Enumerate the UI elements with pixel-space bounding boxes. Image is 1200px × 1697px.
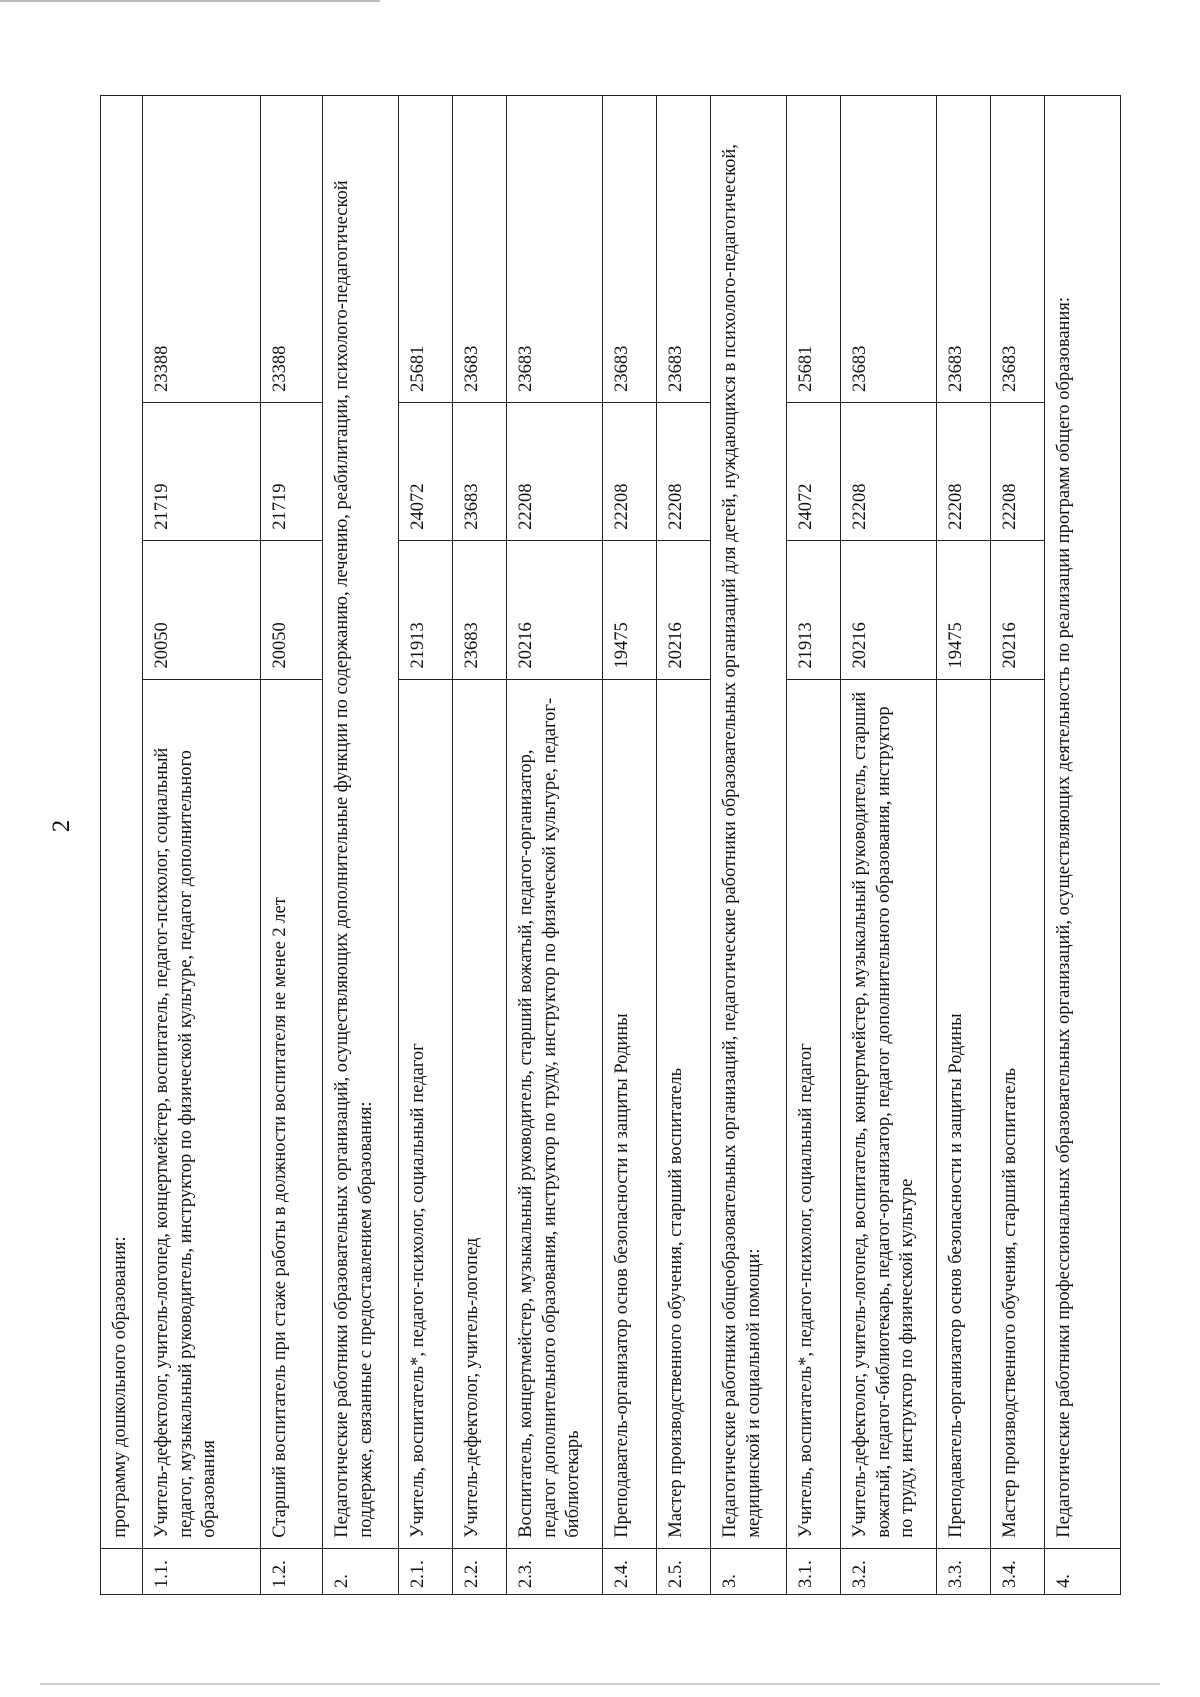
row-number-cell: 1.2. — [261, 1548, 323, 1594]
salary-cell-3: 23683 — [453, 96, 507, 403]
salary-cell-1: 20216 — [657, 540, 711, 679]
position-cell: Учитель, воспитатель*, педагог-психолог, социальный педагог — [399, 679, 453, 1548]
row-number-cell: 3.2. — [841, 1548, 937, 1594]
row-number-cell: 2.1. — [399, 1548, 453, 1594]
row-number-cell: 1.1. — [143, 1548, 261, 1594]
salary-cell-2: 24072 — [399, 402, 453, 540]
section-row — [323, 96, 399, 1595]
salary-cell-1: 20050 — [261, 540, 323, 679]
salary-cell-3: 25681 — [787, 96, 841, 403]
section-title-cell: Педагогические работники образовательных организаций, осуществляющих дополнительные функции по содержанию, лечению, реабилитации, психолого-педагогической поддержке, связанные с предоставлением образования: — [323, 96, 399, 1549]
row-number-cell: 2.3. — [507, 1548, 603, 1594]
salary-cell-2: 23683 — [453, 402, 507, 540]
scan-edge-top — [0, 0, 380, 2]
salary-cell-2: 21719 — [143, 402, 261, 540]
salary-cell-1: 21913 — [399, 540, 453, 679]
salary-cell-3: 23683 — [841, 96, 937, 403]
table-row — [261, 96, 323, 1595]
salary-table — [100, 95, 1121, 1595]
row-number-cell: 3.4. — [991, 1548, 1045, 1594]
salary-cell-1: 21913 — [787, 540, 841, 679]
table-row — [453, 96, 507, 1595]
table-row — [507, 96, 603, 1595]
page-number: 2 — [48, 819, 75, 833]
position-cell: Учитель-дефектолог, учитель-логопед, воспитатель, концертмейстер, музыкальный руководитель, старший вожатый, педагог-библиотекарь, педагог-организатор, педагог дополнительного образования, инструктор по труду, инструктор по физической культуре — [841, 679, 937, 1548]
salary-table-body — [101, 96, 1121, 1595]
salary-cell-3: 23683 — [603, 96, 657, 403]
table-row — [841, 96, 937, 1595]
position-cell: Старший воспитатель при стаже работы в должности воспитателя не менее 2 лет — [261, 679, 323, 1548]
salary-cell-2: 24072 — [787, 402, 841, 540]
table-row — [603, 96, 657, 1595]
table-row — [399, 96, 453, 1595]
salary-cell-2: 22208 — [603, 402, 657, 540]
scan-edge-bottom — [40, 1683, 1160, 1685]
table-row — [991, 96, 1045, 1595]
rotated-table-container — [100, 95, 1074, 1595]
salary-cell-1: 20050 — [143, 540, 261, 679]
salary-cell-2: 22208 — [991, 402, 1045, 540]
position-cell: Мастер производственного обучения, старший воспитатель — [991, 679, 1045, 1548]
row-number-cell: 3.3. — [937, 1548, 991, 1594]
section-row — [101, 96, 143, 1595]
position-cell: Учитель-дефектолог, учитель-логопед — [453, 679, 507, 1548]
row-number-cell: 2. — [323, 1548, 399, 1594]
salary-cell-2: 22208 — [657, 402, 711, 540]
section-title-cell: Педагогические работники профессиональных образовательных организаций, осуществляющих деятельность по реализации программ общего образования: — [1045, 96, 1121, 1549]
table-row — [657, 96, 711, 1595]
position-cell: Преподаватель-организатор основ безопасности и защиты Родины — [603, 679, 657, 1548]
section-row — [711, 96, 787, 1595]
salary-cell-2: 22208 — [937, 402, 991, 540]
table-row — [787, 96, 841, 1595]
row-number-cell: 2.4. — [603, 1548, 657, 1594]
salary-cell-1: 20216 — [841, 540, 937, 679]
row-number-cell: 3.1. — [787, 1548, 841, 1594]
section-title-cell: Педагогические работники общеобразовательных организаций, педагогические работники образовательных организаций для детей, нуждающихся в психолого-педагогической, медицинской и социальной помощи: — [711, 96, 787, 1549]
salary-cell-1: 19475 — [937, 540, 991, 679]
position-cell: Учитель-дефектолог, учитель-логопед, концертмейстер, воспитатель, педагог-психолог, социальный педагог, музыкальный руководитель, инструктор по физической культуре, педагог дополнительного образования — [143, 679, 261, 1548]
table-row — [937, 96, 991, 1595]
section-title-cell: программу дошкольного образования: — [101, 96, 143, 1549]
salary-cell-2: 22208 — [841, 402, 937, 540]
salary-cell-3: 23683 — [657, 96, 711, 403]
position-cell: Воспитатель, концертмейстер, музыкальный руководитель, старший вожатый, педагог-организатор, педагог дополнительного образования, инструктор по труду, инструктор по физической культуре, педагог-библиотекарь — [507, 679, 603, 1548]
row-number-cell — [101, 1548, 143, 1594]
salary-cell-1: 19475 — [603, 540, 657, 679]
salary-cell-2: 21719 — [261, 402, 323, 540]
salary-cell-3: 23683 — [507, 96, 603, 403]
salary-cell-3: 23683 — [937, 96, 991, 403]
salary-cell-3: 25681 — [399, 96, 453, 403]
salary-cell-1: 20216 — [991, 540, 1045, 679]
salary-cell-1: 23683 — [453, 540, 507, 679]
position-cell: Мастер производственного обучения, старший воспитатель — [657, 679, 711, 1548]
row-number-cell: 2.2. — [453, 1548, 507, 1594]
salary-cell-3: 23683 — [991, 96, 1045, 403]
salary-cell-3: 23388 — [143, 96, 261, 403]
position-cell: Учитель, воспитатель*, педагог-психолог, социальный педагог — [787, 679, 841, 1548]
position-cell: Преподаватель-организатор основ безопасности и защиты Родины — [937, 679, 991, 1548]
row-number-cell: 2.5. — [657, 1548, 711, 1594]
table-row — [143, 96, 261, 1595]
salary-cell-3: 23388 — [261, 96, 323, 403]
salary-cell-2: 22208 — [507, 402, 603, 540]
row-number-cell: 3. — [711, 1548, 787, 1594]
salary-cell-1: 20216 — [507, 540, 603, 679]
section-row — [1045, 96, 1121, 1595]
row-number-cell: 4. — [1045, 1548, 1121, 1594]
